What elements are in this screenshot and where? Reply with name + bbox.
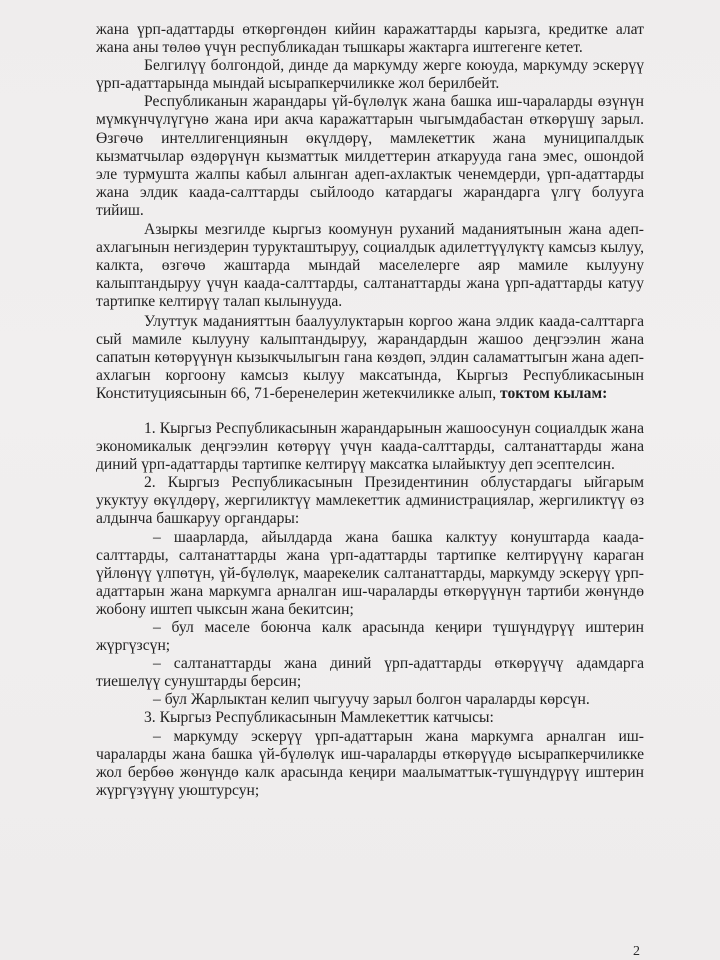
paragraph-continuation: жана үрп-адаттарды өткөргөндөн кийин каражаттарды карызга, кредитке алат жана аны төлөө үчүн республикадан тышкары жактарга иштегенге кетет. [96, 21, 644, 57]
clause-2-item-2: – бул маселе боюнча калк арасында кеңири түшүндүрүү иштерин жүргүзсүн; [96, 619, 644, 655]
clause-2-item-3: – салтанаттарды жана диний үрп-адаттарды өткөрүүчү адамдарга тиешелүү сунуштарды берсин; [96, 655, 644, 691]
clause-1: 1. Кыргыз Республикасынын жарандарынын жашоосунун социалдык жана экономикалык деңгээлин көтөрүү үчүн каада-салттарды, салтанаттарды жана диний үрп-адаттарды тартипке келтирүү максатка ылайыктуу деп эсептелсин. [96, 419, 644, 474]
paragraph-national-culture-text: Улуттук маданияттын баалуулуктарын коргоо жана элдик каада-салттарга сый мамиле кылууну калыптандыруу, жарандардын жашоо деңгээлин жана сапатын көтөрүүнүн кызыкчылыгын гана көздөп, элдин саламаттыгын жана адеп-ахлагын коргоону камсыз кылуу максатында, Кыргыз Республикасынын Конституциясынын 66, 71-беренелерин жетекчиликке алып, [96, 312, 644, 402]
paragraph-current-period: Азыркы мезгилде кыргыз коомунун руханий маданиятынын жана адеп-ахлагынын негиздерин турукташтыруу, социалдык адилеттүүлүктү камсыз кылуу, калкта, өзгөчө жаштарда мындай маселелерге аяр мамиле кылууну калыптандыруу үчүн каада-салттарды, салтанаттарды жана үрп-адаттарды катуу тартипке келтирүү талап кылынууда. [96, 221, 644, 311]
paragraph-religion: Белгилүү болгондой, динде да маркумду жерге коюуда, маркумду эскерүү үрп-адаттарында мындай ысырапкерчиликке жол берилбейт. [96, 57, 644, 93]
clause-3: 3. Кыргыз Республикасынын Мамлекеттик катчысы: [144, 709, 494, 727]
page-number: 2 [633, 944, 640, 959]
paragraph-citizens: Республиканын жарандары үй-бүлөлүк жана башка иш-чараларды өзүнүн мүмкүнчүлүгүнө жана ири акча каражаттарын чыгымдабастан өткөрүшү зарыл. Өзгөчө интеллигенциянын өкүлдөрү, мамлекеттик жана муниципалдык кызматчылар өздөрүнүн кызматтык милдеттерин аткарууда гана эмес, ошондой эле турмушта жалпы кабыл алынган адеп-ахлактык ченемдерди, үрп-адаттарды жана элдик каада-салттарды сыйлоодо катардагы жарандарга үлгү болууга тийиш. [96, 93, 644, 219]
resolution-phrase: токтом кылам: [500, 384, 608, 402]
paragraph-national-culture [96, 313, 644, 403]
clause-2-item-4: – бул Жарлыктан келип чыгуучу зарыл болгон чараларды көрсүн. [153, 691, 590, 709]
clause-2: 2. Кыргыз Республикасынын Президентинин облустардагы ыйгарым укуктуу өкүлдөрү, жергиликтүү мамлекеттик администрациялар, жергиликтүү өз алдынча башкаруу органдары: [96, 474, 644, 528]
clause-3-item-1: – маркумду эскерүү үрп-адаттарын жана маркумга арналган иш-чараларды жана башка үй-бүлөлүк иш-чараларды өткөрүүдө ысырапкерчиликке жол бербөө жөнүндө калк арасында кеңири маалыматтык-түшүндүрүү иштерин жүргүзүүнү уюштурсун; [96, 727, 644, 799]
document-body [96, 21, 644, 800]
clause-2-item-1: – шаарларда, айылдарда жана башка калктуу конуштарда каада-салттарды, салтанаттарды жана үрп-адаттарды тартипке келтирүүнү караган үйлөнүү үлпөтүн, үй-бүлөлүк, маарекелик салтанаттарды, маркумду эскерүү үрп-адаттарын жана маркумга арналган иш-чараларды өткөрүүнүн тартиби жөнүндө жобону иштеп чыксын жана бекитсин; [96, 528, 644, 618]
